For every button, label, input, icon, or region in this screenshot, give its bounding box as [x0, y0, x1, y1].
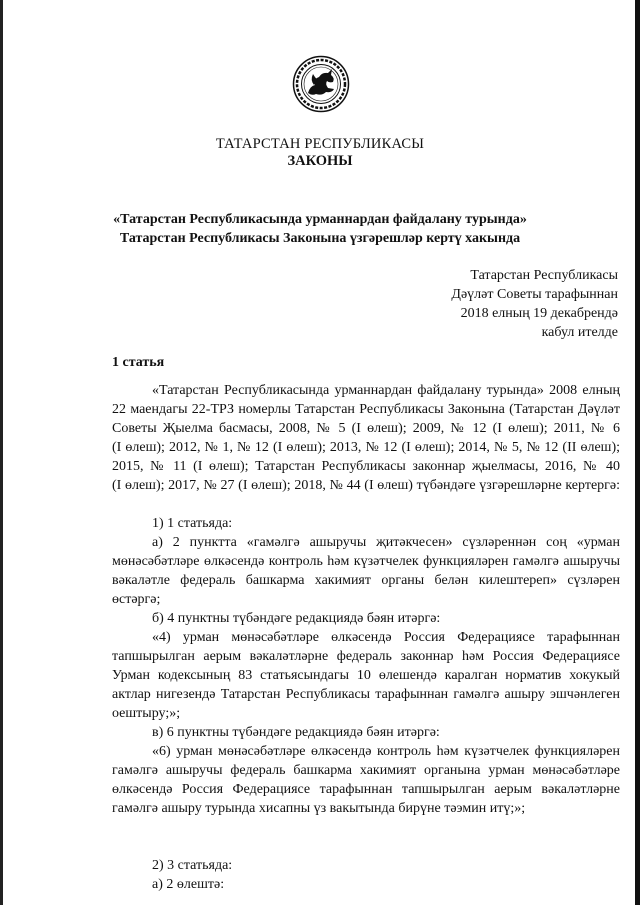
body-line: 1) 1 статьяда: — [152, 516, 233, 531]
body-line: (I өлеш); 2012, № 1, № 12 (I өлеш); 2013, № 12 (I өлеш); 2014, № 5, № 12 (II өлеш); — [112, 440, 620, 455]
body-line: а) 2 өлештә: — [152, 877, 225, 892]
body-line: 22 маендагы 22-ТРЗ номерлы Татарстан Республикасы Законына (Татарстан Дәүләт — [112, 402, 620, 417]
body-line: «Татарстан Республикасында урманнардан файдалану турында» 2008 елның — [152, 383, 620, 398]
body-line: вәкаләтле федераль башкарма хакимият органы белән килештереп» сүзләрен — [112, 573, 620, 588]
body-line: «4) урман мөнәсәбәтләре өлкәсендә Россия Федерациясе тарафыннан — [152, 630, 620, 645]
header-law: ЗАКОНЫ — [287, 153, 353, 169]
body-line: оештыру;»; — [112, 706, 181, 721]
body-line: өлкәсендә Россия Федерациясе тарафыннан тапшырылган аерым вәкаләтләрне — [112, 782, 620, 797]
blank-line — [112, 837, 620, 856]
body-line: Урман кодексының 83 статьясындагы 10 өлешендә каралган норматив хокукый — [112, 668, 620, 683]
body-line: в) 6 пунктны түбәндәге редакциядә бәян итәргә: — [152, 725, 440, 740]
body-line: гамәлгә ашыручы федераль башкарма хакимият органына урман мөнәсәбәтләре — [112, 763, 620, 778]
body-line: тапшырылган аерым вәкаләтләрне федераль законнар һәм Россия Федерациясе — [112, 649, 620, 664]
blank-line — [112, 495, 620, 514]
body-line: (I өлеш); 2017, № 27 (I өлеш); 2018, № 44 (I өлеш) түбәндәге үзгәрешләрне кертергә: — [112, 478, 620, 493]
body-line: өстәргә; — [112, 592, 161, 607]
adoption-line: 2018 елның 19 декабрендә — [460, 306, 618, 321]
body-line: б) 4 пунктны түбәндәге редакциядә бәян итәргә: — [152, 611, 441, 626]
body-line: Советы Җыелма басмасы, 2008, № 5 (I өлеш); 2009, № 12 (I өлеш); 2011, № 6 — [112, 421, 620, 436]
adoption-line: Татарстан Республикасы — [470, 268, 618, 283]
document-title-line2: Татарстан Республикасы Законына үзгәрешләр кертү хакында — [119, 231, 521, 246]
blank-line — [112, 818, 620, 837]
body-line: а) 2 пунктта «гамәлгә ашыручы җитәкчесен» сүзләреннән соң «урман — [152, 535, 620, 550]
adoption-line: Дәүләт Советы тарафыннан — [451, 287, 618, 302]
body-line: 2) 3 статьяда: — [152, 858, 233, 873]
body-line: актлар нигезендә Татарстан Республикасы тарафыннан гамәлгә ашыру эшчәнлеген — [112, 687, 620, 702]
header-republic: ТАТАРСТАН РЕСПУБЛИКАСЫ — [215, 136, 425, 152]
article-body — [112, 381, 620, 894]
body-line: мөнәсәбәтләре өлкәсендә контроль һәм күзәтчелек функцияләрен гамәлгә ашыручы — [112, 554, 620, 569]
body-line: 2015, № 11 (I өлеш); Татарстан Республикасы законнар җыелмасы, 2016, № 40 — [112, 459, 620, 474]
tatarstan-emblem-icon — [292, 55, 350, 113]
adoption-line: кабул ителде — [541, 325, 618, 340]
article-heading: 1 статья — [112, 355, 165, 370]
adoption-block — [451, 266, 618, 342]
body-line: «6) урман мөнәсәбәтләре өлкәсендә контроль һәм күзәтчелек функцияләрен — [152, 744, 620, 759]
document-title-line1: «Татарстан Республикасында урманнардан файдалану турында» — [113, 212, 527, 227]
body-line: гамәлгә ашыру турында хисапны үз вакытында бирүне тәэмин итү;»; — [112, 801, 526, 816]
